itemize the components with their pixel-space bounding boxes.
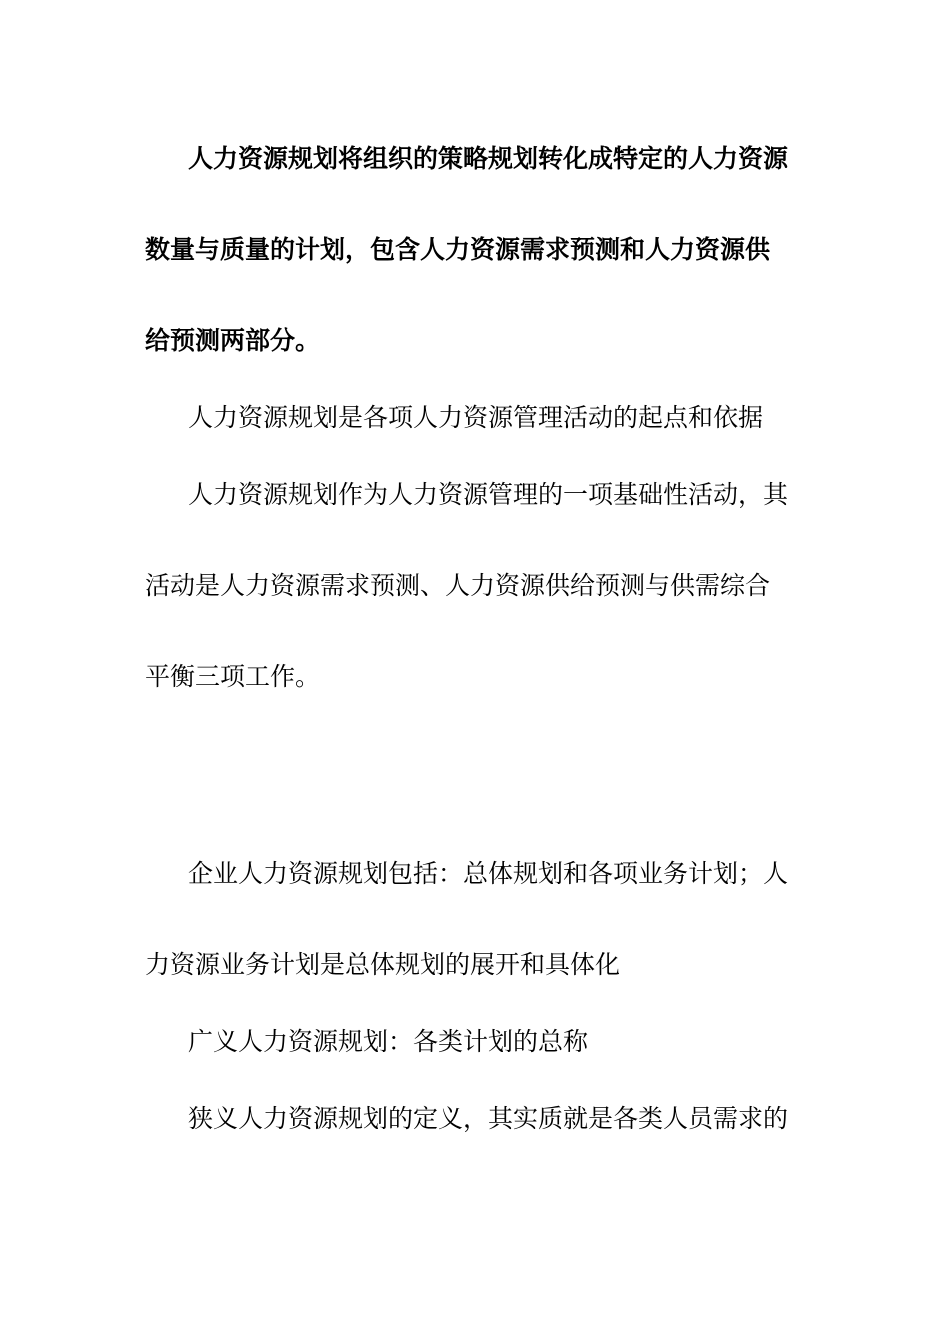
paragraph-4-line-2: 力资源业务计划是总体规划的展开和具体化 [145,950,621,979]
paragraph-3-line-2: 活动是人力资源需求预测、人力资源供给预测与供需综合 [145,571,771,600]
paragraph-5-line-1: 广义人力资源规划：各类计划的总称 [188,1027,589,1056]
paragraph-3-line-1: 人力资源规划作为人力资源管理的一项基础性活动，其 [188,480,789,509]
paragraph-1-line-1: 人力资源规划将组织的策略规划转化成特定的人力资源 [188,144,789,173]
paragraph-6-line-1: 狭义人力资源规划的定义，其实质就是各类人员需求的 [188,1104,789,1133]
paragraph-3-line-3: 平衡三项工作。 [145,662,321,691]
paragraph-1-line-3: 给预测两部分。 [145,326,321,355]
paragraph-2-line-1: 人力资源规划是各项人力资源管理活动的起点和依据 [188,403,764,432]
paragraph-1-line-2: 数量与质量的计划，包含人力资源需求预测和人力资源供 [145,235,771,264]
paragraph-4-line-1: 企业人力资源规划包括：总体规划和各项业务计划；人 [188,859,789,888]
